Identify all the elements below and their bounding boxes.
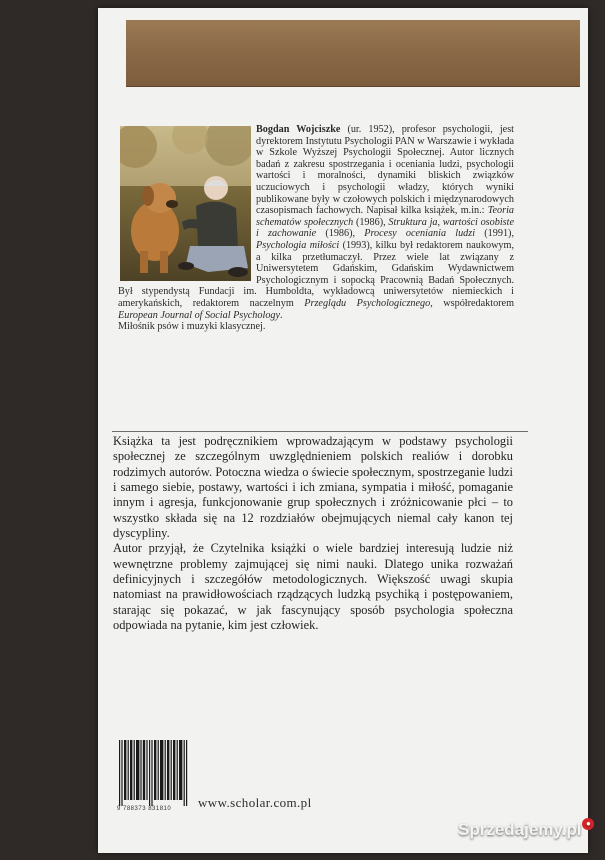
bio-text: (ur. 1952), profesor psychologii, jest dyrektorem Instytutu Psychologii PAN w Warszawie i wykłada w Szkole Wyższej Psychologii Społecznej. Autor licznych badań z zakresu spostrzegania i oceniania ludzi, psychologii wartości i moralności, dynamiki bliskich związków uczuciowych i psychologii władzy, których wyniki publikowane były w czołowych polskich i międzynarodowych czasopismach fachowych. Napisał kilka książek, m.in.: <box>256 124 514 217</box>
bio-text: (1991), <box>475 228 514 240</box>
book-title: Procesy oceniania ludzi <box>364 228 476 240</box>
bio-text: (1986), <box>316 228 365 240</box>
watermark-badge-icon: ● <box>582 818 594 830</box>
watermark-suffix: .pl <box>561 820 582 839</box>
book-description <box>113 434 513 633</box>
barcode-digits: 9 788373 831810 <box>117 806 172 812</box>
section-divider <box>112 431 528 432</box>
bio-text: (1993), kilku był redaktorem naukowym, a kilka przetłumaczył. Przez wiele lat związany z Uniwersytetem Gdańskim, Gdańskim Wydawnictwem Psychologicznym i sopocką Pracownią Badań Społecznych. Był stypendystą Fundacji im. Humboldta, wykładowcą uniwersytetów niemieckich i amerykańskich, redaktorem naczelnym <box>118 239 514 309</box>
barcode-image <box>113 730 195 814</box>
book-title: Psychologia miłości <box>256 239 340 251</box>
photo-spacer <box>118 124 256 284</box>
author-name: Bogdan Wojciszke <box>256 124 341 135</box>
journal-title: European Journal of Social Psychology <box>118 309 281 321</box>
description-paragraph: Książka ta jest podręcznikiem wprowadzającym w podstawy psychologii społecznej ze szczególnym uwzględnieniem polskich realiów i dorobku rodzimych autorów. Potoczna wiedza o świecie społecznym, spostrzeganie ludzi i samego siebie, postawy, wartości i ich zmiana, sympatia i miłość, pomaganie innym i agresja, funkcjonowanie grup społecznych i zróżnicowanie płci – to wszystko składa się na 12 rozdziałów obejmujących niemal cały kanon tej dyscypliny. <box>113 434 513 541</box>
bio-last-line: Miłośnik psów i muzyki klasycznej. <box>118 321 266 333</box>
book-title: Teoria schematów społecznych <box>256 205 514 228</box>
journal-title: Przeglądu Psychologicznego <box>304 297 431 309</box>
author-bio <box>118 124 514 333</box>
book-title: Struktura ja, wartości osobiste i zachowanie <box>256 216 514 240</box>
watermark-text: Sprzedajemy <box>458 820 562 839</box>
bio-text: (1986), <box>353 216 389 228</box>
publisher-url: www.scholar.com.pl <box>198 795 312 810</box>
bio-text: , współredaktorem <box>430 297 515 309</box>
cover-brown-band <box>126 20 580 87</box>
sprzedajemy-watermark <box>458 820 594 840</box>
bio-text: . <box>280 309 283 321</box>
description-paragraph: Autor przyjął, że Czytelnika książki o wiele bardziej interesują ludzie niż wewnętrzne problemy zajmującej się nimi nauki. Dlatego unika rozważań definicyjnych i szczegółów metodologicznych. Większość uwagi skupia natomiast na prawidłowościach rządzących ludzką psychiką i postępowaniem, starając się pokazać, w jak fascynujący sposób psychologia społeczna odpowiada na pytanie, kim jest człowiek. <box>113 541 513 633</box>
